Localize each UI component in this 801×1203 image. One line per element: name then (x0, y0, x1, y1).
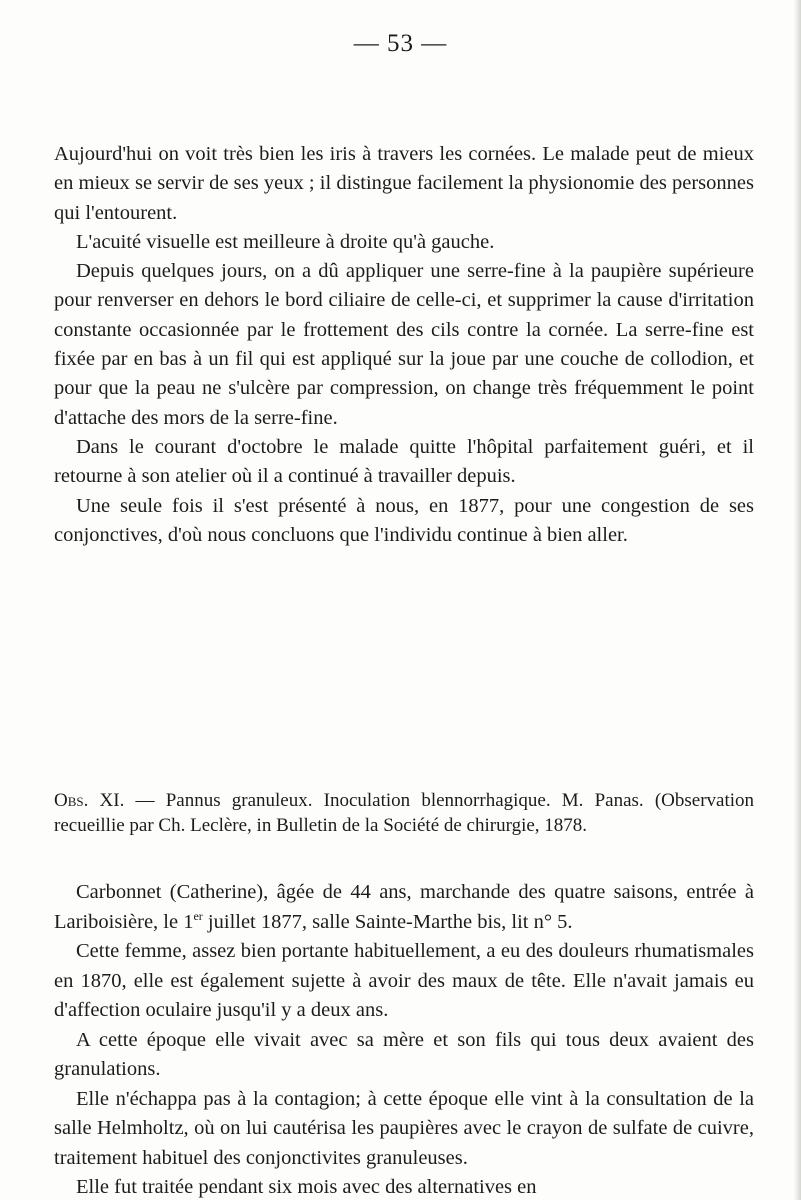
observation-heading (54, 788, 754, 838)
superscript: er (193, 908, 203, 923)
case-intro: Carbonnet (Catherine), âgée de 44 ans, marchande des quatre saisons, entrée à Lariboisière, le 1 (54, 881, 754, 933)
page-number: — 53 — (353, 30, 448, 57)
paragraph: Depuis quelques jours, on a dû appliquer une serre-fine à la paupière supérieure pour renverser en dehors le bord ciliaire de celle-ci, et supprimer la cause d'irritation constante occasionnée par le frottement des cils contre la cornée. La serre-fine est fixée par en bas à un fil qui est appliqué sur la joue par une couche de collodion, et pour que la peau ne s'ulcère par compression, on change très fréquemment le point d'attache des mors de la serre-fine. (54, 260, 754, 429)
paragraph: Elle fut traitée pendant six mois avec des alternatives en (76, 1176, 537, 1198)
observation-label: Obs. XI. (54, 790, 125, 811)
observation-title: Pannus granuleux. Inoculation blennorrhagique. M. Panas. (Observation recueillie par Ch. Leclère, in Bulletin de la Société de chirurgie, 1878. (54, 790, 755, 836)
paragraph: Une seule fois il s'est présenté à nous, en 1877, pour une congestion de ses conjonctives, d'où nous concluons que l'individu continue à bien aller. (54, 494, 754, 546)
paragraph: Cette femme, assez bien portante habituellement, a eu des douleurs rhumatismales en 1870, elle est également sujette à avoir des maux de tête. Elle n'avait jamais eu d'affection oculaire jusqu'il y a deux ans. (54, 940, 754, 1021)
paragraph (54, 878, 754, 937)
paragraph: A cette époque elle vivait avec sa mère et son fils qui tous deux avaient des granulations. (54, 1028, 754, 1080)
case-text-block (54, 878, 754, 1203)
case-intro-end: juillet 1877, salle Sainte-Marthe bis, lit n° 5. (202, 910, 573, 933)
main-text-block (54, 140, 754, 550)
paragraph: L'acuité visuelle est meilleure à droite qu'à gauche. (76, 230, 495, 253)
paragraph: Aujourd'hui on voit très bien les iris à travers les cornées. Le malade peut de mieux en mieux se servir de ses yeux ; il distingue facilement la physionomie des personnes qui l'entourent. (54, 143, 754, 224)
observation-dash: — (135, 790, 155, 811)
paragraph: Dans le courant d'octobre le malade quitte l'hôpital parfaitement guéri, et il retourne à son atelier où il a continué à travailler depuis. (54, 435, 754, 488)
observation-title-line (54, 788, 754, 838)
paragraph: Elle n'échappa pas à la contagion; à cette époque elle vint à la consultation de la salle Helmholtz, où on lui cautérisa les paupières avec le crayon de sulfate de cuivre, traitement habituel des conjonctivites granuleuses. (54, 1087, 754, 1169)
page-edge-shadow (793, 0, 801, 1200)
